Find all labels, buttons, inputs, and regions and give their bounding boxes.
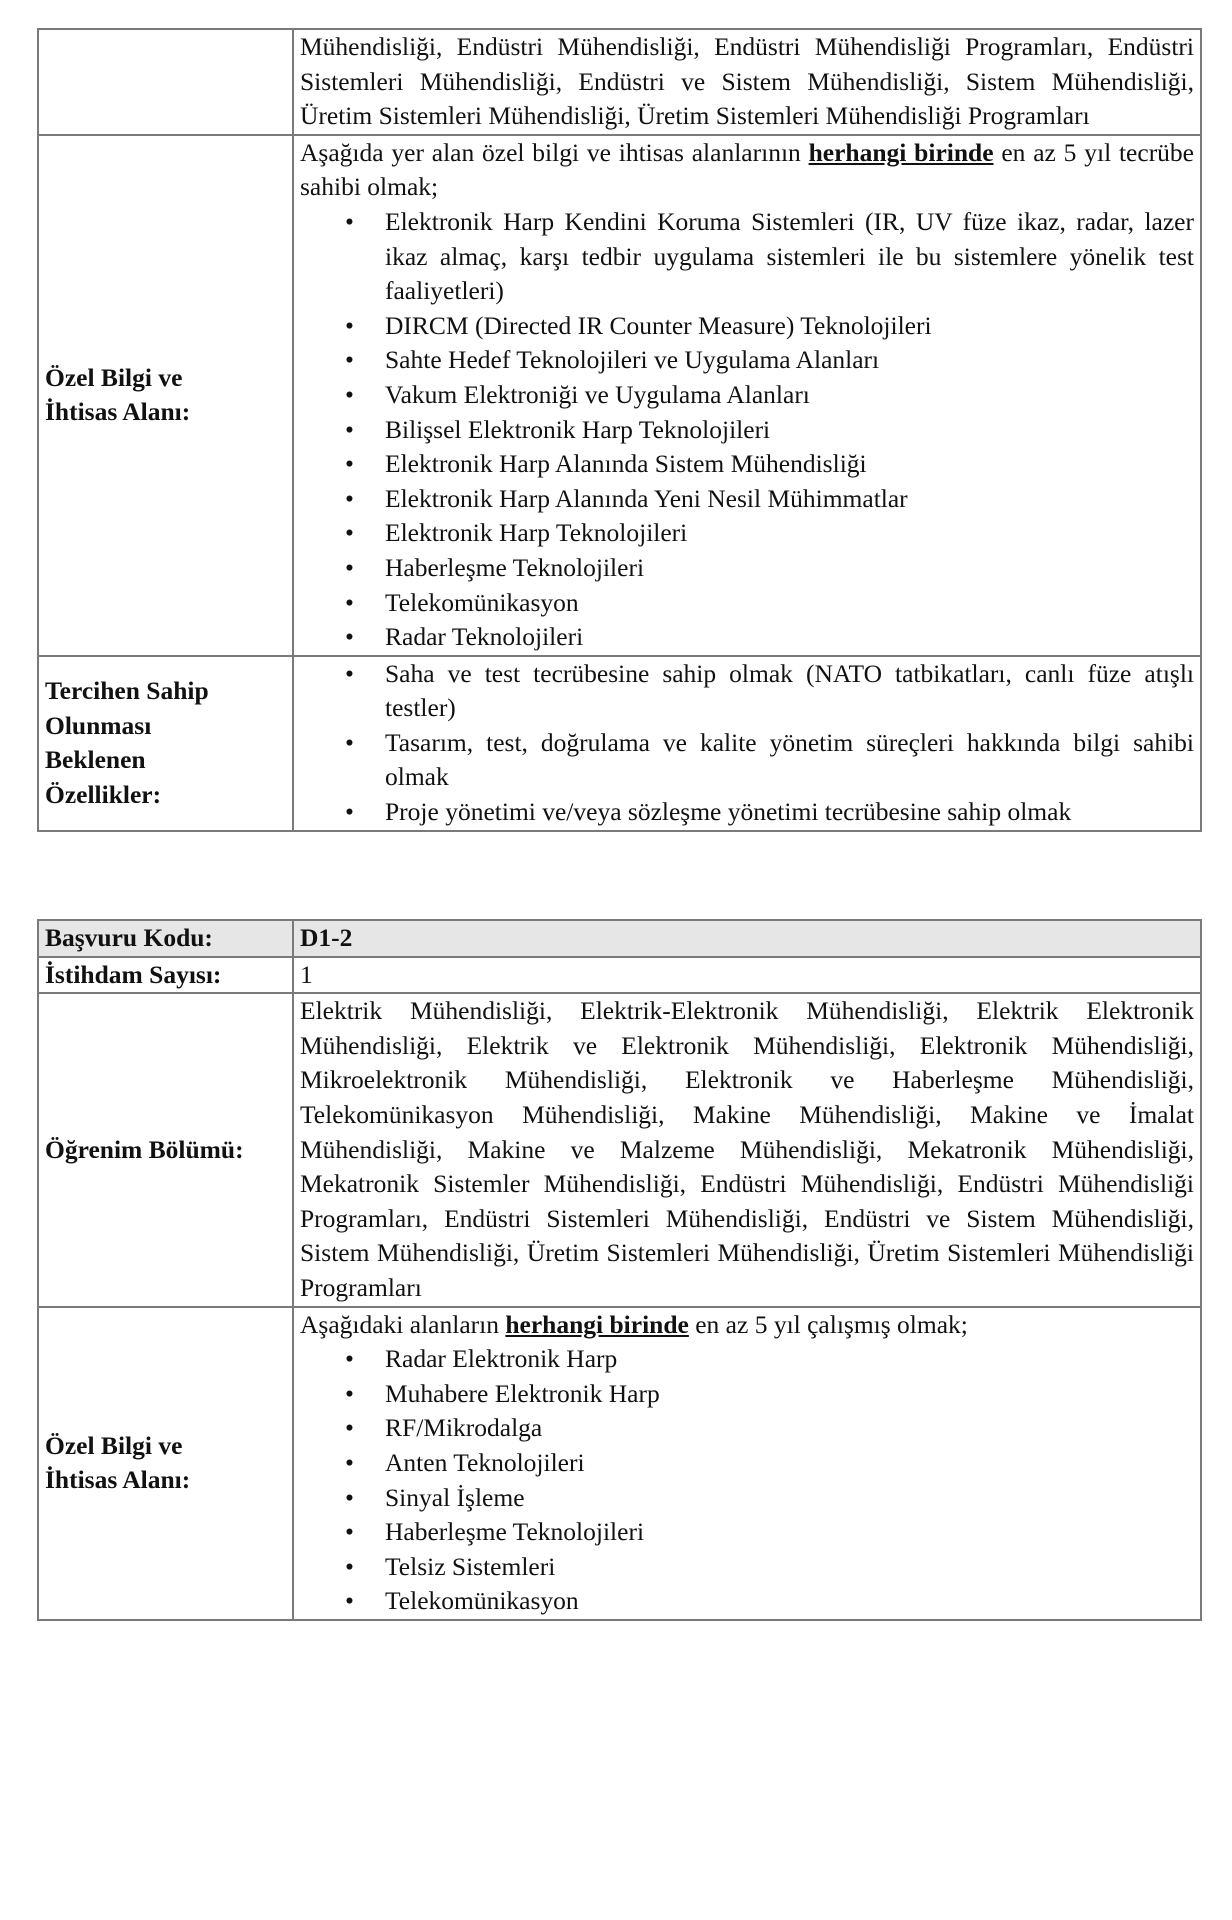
preferred-content (293, 656, 1201, 831)
intro-text: en az 5 yıl tecrübe sahibi olmak; (300, 137, 1194, 202)
expertise-label (38, 1307, 293, 1620)
expertise-content (293, 1307, 1201, 1620)
list-item: • Telsiz Sistemleri (385, 1550, 1194, 1585)
list-item: • Sahte Hedef Teknolojileri ve Uygulama Alanları (385, 343, 1194, 378)
list-item: • Elektronik Harp Alanında Yeni Nesil Mühimmatlar (385, 482, 1194, 517)
employment-count-value: 1 (293, 957, 1201, 994)
expertise-intro (300, 1308, 1194, 1343)
expertise-list (300, 205, 1194, 655)
list-item: • Elektronik Harp Alanında Sistem Mühendisliği (385, 447, 1194, 482)
list-item: • Sinyal İşleme (385, 1481, 1194, 1516)
list-item: • Haberleşme Teknolojileri (385, 551, 1194, 586)
expertise-list (300, 1342, 1194, 1619)
list-item: • Elektronik Harp Kendini Koruma Sistemleri (IR, UV füze ikaz, radar, lazer ikaz almaç, karşı tedbir uygulama sistemleri ile bu sistemlere yönelik test faaliyetleri) (385, 205, 1194, 309)
list-item: • Proje yönetimi ve/veya sözleşme yönetimi tecrübesine sahip olmak (385, 795, 1194, 830)
label-line: Özel Bilgi ve (45, 362, 183, 392)
preferred-list (300, 657, 1194, 830)
empty-label-cell (38, 29, 293, 135)
education-row-continued (38, 29, 1201, 135)
intro-emphasis: herhangi birinde (808, 137, 994, 167)
list-item: • Radar Teknolojileri (385, 620, 1194, 655)
label-line: İhtisas Alanı: (45, 397, 191, 427)
education-text: Mühendisliği, Endüstri Mühendisliği, Endüstri Mühendisliği Programları, Endüstri Sistemleri Mühendisliği, Endüstri ve Sistem Mühendisliği, Sistem Mühendisliği, Üretim Sistemleri Mühendisliği, Üretim Sistemleri Mühendisliği Programları (293, 29, 1201, 135)
list-item: • Muhabere Elektronik Harp (385, 1377, 1194, 1412)
label-line: Olunması (45, 710, 152, 740)
position-table-d1-2 (37, 919, 1202, 1621)
expertise-row (38, 135, 1201, 656)
employment-count-row (38, 957, 1201, 994)
list-item: • Elektronik Harp Teknolojileri (385, 516, 1194, 551)
intro-text: en az 5 yıl çalışmış olmak; (688, 1309, 968, 1339)
intro-text: Aşağıda yer alan özel bilgi ve ihtisas alanlarının (300, 137, 809, 167)
label-line: İhtisas Alanı: (45, 1465, 191, 1495)
expertise-label (38, 135, 293, 656)
list-item: • Haberleşme Teknolojileri (385, 1515, 1194, 1550)
list-item: • Telekomünikasyon (385, 586, 1194, 621)
list-item: • Vakum Elektroniği ve Uygulama Alanları (385, 378, 1194, 413)
list-item: • Telekomünikasyon (385, 1584, 1194, 1619)
employment-count-label: İstihdam Sayısı: (38, 957, 293, 994)
list-item: • Radar Elektronik Harp (385, 1342, 1194, 1377)
list-item: • Tasarım, test, doğrulama ve kalite yönetim süreçleri hakkında bilgi sahibi olmak (385, 726, 1194, 795)
intro-text: Aşağıdaki alanların (300, 1309, 506, 1339)
application-code-row (38, 920, 1201, 957)
list-item: • Bilişsel Elektronik Harp Teknolojileri (385, 413, 1194, 448)
intro-emphasis: herhangi birinde (505, 1309, 689, 1339)
education-row (38, 993, 1201, 1306)
list-item: • RF/Mikrodalga (385, 1411, 1194, 1446)
expertise-intro (300, 136, 1194, 205)
requirements-table-continued (37, 28, 1202, 832)
preferred-row (38, 656, 1201, 831)
application-code-value: D1-2 (293, 920, 1201, 957)
preferred-label (38, 656, 293, 831)
education-label: Öğrenim Bölümü: (38, 993, 293, 1306)
label-line: Özel Bilgi ve (45, 1430, 183, 1460)
label-line: Özellikler: (45, 779, 162, 809)
expertise-content (293, 135, 1201, 656)
list-item: • Anten Teknolojileri (385, 1446, 1194, 1481)
label-line: Beklenen (45, 745, 146, 775)
list-item: • DIRCM (Directed IR Counter Measure) Teknolojileri (385, 309, 1194, 344)
application-code-label: Başvuru Kodu: (38, 920, 293, 957)
list-item: • Saha ve test tecrübesine sahip olmak (NATO tatbikatları, canlı füze atışlı testler) (385, 657, 1194, 726)
education-text: Elektrik Mühendisliği, Elektrik-Elektronik Mühendisliği, Elektrik Elektronik Mühendisliği, Elektrik ve Elektronik Mühendisliği, Elektronik Mühendisliği, Mikroelektronik Mühendisliği, Elektronik ve Haberleşme Mühendisliği, Telekomünikasyon Mühendisliği, Makine Mühendisliği, Makine ve İmalat Mühendisliği, Makine ve Malzeme Mühendisliği, Mekatronik Mühendisliği, Mekatronik Sistemler Mühendisliği, Endüstri Mühendisliği, Endüstri Mühendisliği Programları, Endüstri Sistemleri Mühendisliği, Endüstri ve Sistem Mühendisliği, Sistem Mühendisliği, Üretim Sistemleri Mühendisliği, Üretim Sistemleri Mühendisliği Programları (293, 993, 1201, 1306)
expertise-row (38, 1307, 1201, 1620)
label-line: Tercihen Sahip (45, 675, 209, 705)
